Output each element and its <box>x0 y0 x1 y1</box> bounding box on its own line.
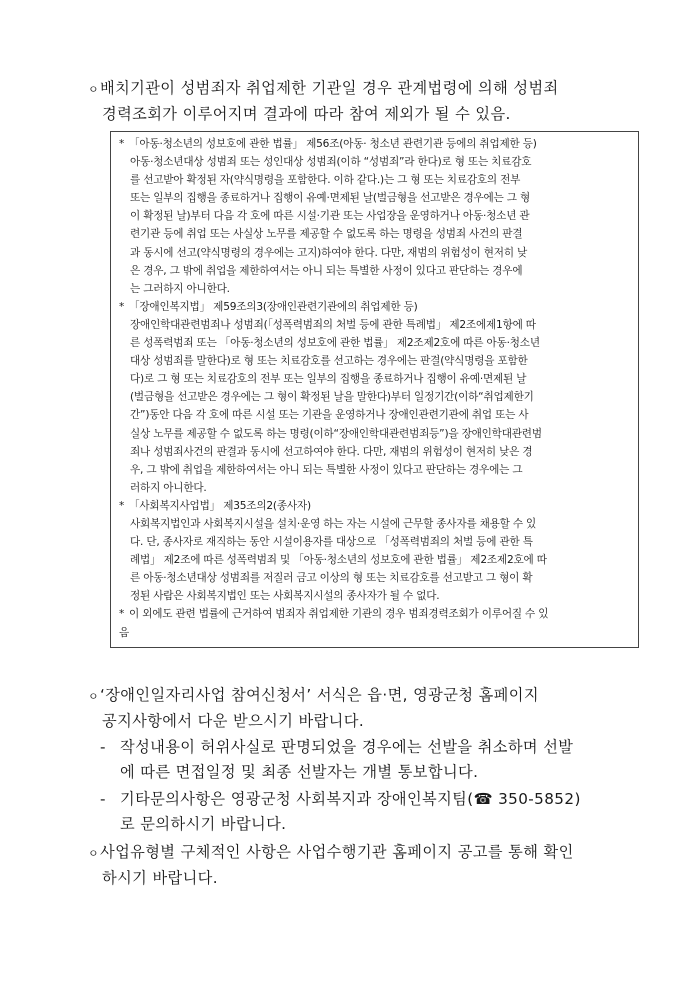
paragraph-line: 에 따른 면접일정 및 최종 선발자는 개별 통보합니다. <box>120 763 479 781</box>
circle-bullet-icon: ㅇ <box>88 83 100 96</box>
law-title: * 「사회복지사업법」 제35조의2(종사자) <box>119 497 632 515</box>
law-text-line: 대상 성범죄를 말한다)로 형 또는 치료감호를 선고하는 경우에는 판결(약식명령을 포함한 <box>130 355 528 368</box>
dash-bullet-icon: - <box>100 738 106 756</box>
asterisk-icon: * <box>119 608 125 621</box>
law-text-line: 실상 노무를 제공할 수 없도록 하는 명령(이하“장애인학대관련범죄등”)을 장애인학대관련범 <box>130 427 542 440</box>
law-text-line: (벌금형을 선고받은 경우에는 그 형이 확정된 날을 말한다)부터 일정기간(이하“취업제한기 <box>130 391 534 404</box>
law-text-line: 우, 그 밖에 취업을 제한하여서는 아니 되는 특별한 사정이 있다고 판단하는 경우에는 그 <box>130 463 523 476</box>
paragraph-line: 사업유형별 구체적인 사항은 사업수행기관 홈페이지 공고를 통해 확인 <box>100 843 574 861</box>
law-text-line: 은 경우, 그 밖에 취업을 제한하여서는 아니 되는 특별한 사정이 있다고 판단하는 경우에 <box>130 264 523 277</box>
sub-item-selection-notice: - 작성내용이 허위사실로 판명되었을 경우에는 선발을 취소하며 선발 에 따른 면접일정 및 최종 선발자는 개별 통보합니다. <box>100 735 660 785</box>
dash-bullet-icon: - <box>100 790 106 808</box>
law-text-line: 과 동시에 선고(약식명령의 경우에는 고지)하여야 한다. 다만, 재범의 위험성이 현저히 낮 <box>130 246 528 259</box>
note-line: 음 <box>119 626 130 639</box>
circle-bullet-icon: ㅇ <box>88 847 100 860</box>
law-text-line: 사회복지법인과 사회복지시설을 설치·운영 하는 자는 시설에 근무할 종사자를 채용할 수 있 <box>130 517 537 530</box>
law-text-line: 장애인학대관련범죄나 성범죄(「성폭력범죄의 처벌 등에 관한 특례법」 제2조에제1항에 따 <box>130 318 536 331</box>
law-text-line: 정된 사람은 사회복지법인 또는 사회복지시설의 종사자가 될 수 없다. <box>130 590 440 603</box>
paragraph-line: ‘장애인일자리사업 참여신청서’ 서식은 읍·면, 영광군청 홈페이지 <box>100 686 539 704</box>
law-text-line: 른 아동·청소년대상 성범죄를 저질러 금고 이상의 형 또는 치료감호를 선고받고 그 형이 확 <box>130 572 533 585</box>
law-text-line: 간”)동안 다음 각 호에 따른 시설 또는 기관을 운영하거나 장애인관련기관에 취업 또는 사 <box>130 409 529 422</box>
law-text-line: 아동·청소년대상 성범죄 또는 성인대상 성범죄(이하 “성범죄”라 한다)로 형 또는 치료감호 <box>130 156 532 169</box>
law-text-line: 를 선고받아 확정된 자(약식명령을 포함한다. 이하 같다.)는 그 형 또는 치료감호의 전부 <box>130 174 521 187</box>
paragraph-line: 하시기 바랍니다. <box>102 869 218 887</box>
law-text-line: 이 확정된 날)부터 다음 각 호에 따른 시설·기관 또는 사업장을 운영하거나 아동·청소년 관 <box>130 210 530 223</box>
sub-item-contact: - 기타문의사항은 영광군청 사회복지과 장애인복지팀(☎ 350-5852) 로 문의하시기 바랍니다. <box>100 787 660 837</box>
law-text-line: 러하지 아니한다. <box>130 481 207 494</box>
law-text-line: 다)로 그 형 또는 치료감호의 전부 또는 일부의 집행을 종료하거나 집행이 유예·면제된 날 <box>130 373 527 386</box>
asterisk-icon: * <box>119 300 125 313</box>
asterisk-icon: * <box>119 499 125 512</box>
note-line: * 이 외에도 관련 법률에 근거하여 범죄자 취업제한 기관의 경우 범죄경력조회가 이루어질 수 있 <box>119 605 632 623</box>
law-text-line: 는 그러하지 아니한다. <box>130 282 230 295</box>
law-text-line: 다. 단, 종사자로 재직하는 동안 시설이용자를 대상으로 「성폭력범죄의 처벌 등에 관한 특 <box>130 536 533 549</box>
law-reference-box <box>110 131 639 648</box>
law-text-line: 련기관 등에 취업 또는 사실상 노무를 제공할 수 없도록 하는 명령을 성범죄 사건의 판결 <box>130 228 523 241</box>
notice-criminal-check <box>88 76 658 127</box>
law-text-line: 죄나 성범죄사건의 판결과 동시에 선고하여야 한다. 다만, 재범의 위험성이 현저히 낮은 경 <box>130 445 533 458</box>
paragraph-line: 경력조회가 이루어지며 결과에 따라 참여 제외가 될 수 있음. <box>102 105 511 123</box>
notice-details <box>88 840 658 891</box>
law-title: * 「아동·청소년의 성보호에 관한 법률」 제56조(아동· 청소년 관련기관 등에의 취업제한 등) <box>119 135 632 153</box>
circle-bullet-icon: ㅇ <box>88 690 100 703</box>
paragraph-line: 공지사항에서 다운 받으시기 바랍니다. <box>102 712 365 730</box>
notice-application-form <box>88 683 658 734</box>
law-title: * 「장애인복지법」 제59조의3(장애인관련기관에의 취업제한 등) <box>119 298 632 316</box>
asterisk-icon: * <box>119 138 125 150</box>
law-text-line: 또는 일부의 집행을 종료하거나 집행이 유예·면제된 날(벌금형을 선고받은 경우에는 그 형 <box>130 192 530 205</box>
paragraph-line: 배치기관이 성범죄자 취업제한 기관일 경우 관계법령에 의해 성범죄 <box>100 79 559 97</box>
law-text-line: 례법」 제2조에 따른 성폭력범죄 및 「아동·청소년의 성보호에 관한 법률」 제2조제2호에 따 <box>130 554 547 567</box>
paragraph-line: 로 문의하시기 바랍니다. <box>120 815 287 833</box>
law-text-line: 른 성폭력범죄 또는 「아동·청소년의 성보호에 관한 법률」 제2조제2호에 따른 아동·청소년 <box>130 337 540 350</box>
